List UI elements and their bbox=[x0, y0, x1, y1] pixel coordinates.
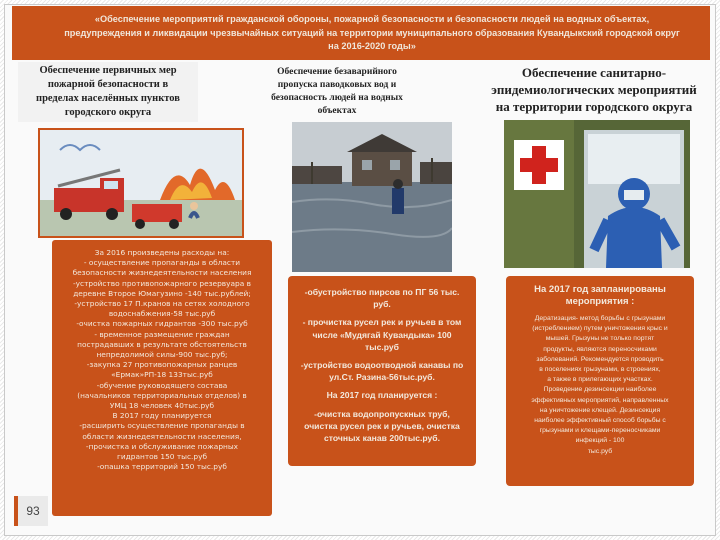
text-line: Проведение дезинсекции наиболее bbox=[543, 386, 657, 394]
page-number: 93 bbox=[14, 496, 48, 526]
title-line: пропуска паводковых вод и bbox=[277, 80, 397, 90]
text-line: На 2017 год запланированы bbox=[534, 284, 666, 295]
text-line: -устройство 17 П.кранов на сетях холодного bbox=[74, 299, 250, 309]
title-line: безопасность людей на водных bbox=[271, 93, 403, 103]
text-line: За 2016 произведены расходы на: bbox=[94, 248, 230, 257]
text-line: области жизнедеятельности населения, bbox=[82, 431, 242, 441]
text-line: гидрантов 150 тыс.руб bbox=[116, 452, 207, 462]
medical-photo bbox=[504, 120, 690, 268]
text-line: на уничтожение клещей. Дезинсекция bbox=[539, 406, 661, 414]
fire-safety-title bbox=[18, 62, 198, 122]
title-line: Обеспечение безаварийного bbox=[277, 67, 397, 77]
text-line: В 2017 году планируется bbox=[112, 411, 212, 421]
text-line: -устройство противопожарного резервуара в bbox=[73, 278, 251, 288]
title-line: Обеспечение санитарно- bbox=[521, 65, 667, 80]
text-line: УМЦ 18 человек 40тыс.руб bbox=[109, 401, 215, 411]
fire-expenses-text bbox=[56, 248, 268, 472]
text-line: грызунами и клещами-переносчиками bbox=[539, 427, 661, 435]
header-title bbox=[52, 13, 692, 54]
title-line: Обеспечение первичных мер bbox=[39, 65, 177, 76]
text-line: -прочистка и обслуживание пожарных bbox=[85, 441, 239, 451]
header-title-line: на 2016-2020 годы» bbox=[328, 41, 416, 51]
title-line: городского округа bbox=[64, 107, 152, 118]
text-line: руб. bbox=[373, 299, 391, 310]
water-safety-title bbox=[262, 66, 412, 118]
text-line: -обучение руководящего состава bbox=[96, 380, 228, 390]
text-line: продукты, являются переносчиками bbox=[543, 345, 657, 353]
text-line: (начальников территориальных отделов) в bbox=[77, 390, 247, 400]
title-line: на территории городского округа bbox=[495, 99, 693, 114]
title-line: пожарной безопасности в bbox=[47, 79, 169, 90]
text-line: -закупка 27 противопожарных ранцев bbox=[86, 360, 238, 370]
text-line: тыс.руб bbox=[365, 341, 399, 352]
text-line: а также в прилегающих участках. bbox=[547, 376, 653, 384]
header-banner bbox=[12, 6, 710, 60]
fire-drawing-image bbox=[38, 128, 244, 238]
text-line: -очистка пожарных гидрантов -300 тыс.руб bbox=[76, 319, 248, 329]
text-line: инфекций - 100 bbox=[575, 437, 625, 445]
text-line: Дератизация- метод борьбы с грызунами bbox=[534, 315, 666, 322]
text-line: -устройство водоотводной канавы по bbox=[300, 360, 464, 371]
text-line: «Ермак»РП-18 133тыс.руб bbox=[111, 370, 213, 380]
fire-expenses-panel bbox=[52, 240, 272, 516]
text-line: очистка русел рек и ручьев, очистка bbox=[304, 420, 460, 431]
text-line: пострадавших в результате обстоятельств bbox=[77, 339, 247, 349]
text-line: -очистка водопропускных труб, bbox=[314, 408, 450, 419]
text-line: числе «Мудягай Кувандыка» 100 bbox=[312, 329, 452, 340]
sanitary-measures-text bbox=[512, 284, 688, 457]
text-line: водоснабжения-58 тыс.руб bbox=[108, 309, 216, 319]
text-line: заболеваний. Рекомендуется проводить bbox=[536, 355, 664, 363]
title-line: пределах населённых пунктов bbox=[36, 93, 180, 104]
text-line: (истреблением) путем уничтожения крыс и bbox=[532, 325, 668, 333]
header-title-line: предупреждения и ликвидации чрезвычайных ситуаций на территории муниципального образования Кувандыкский городской округ bbox=[64, 27, 680, 38]
text-line: эффективных мероприятий, направленных bbox=[531, 396, 669, 404]
header-title-line: «Обеспечение мероприятий гражданской обороны, пожарной безопасности и безопасности людей на водных объектах, bbox=[94, 14, 650, 24]
text-line: -опашка территорий 150 тыс.руб bbox=[97, 462, 227, 472]
text-line: ул.Ст. Разина-56тыс.руб. bbox=[329, 372, 435, 383]
flood-photo bbox=[292, 122, 452, 272]
text-line: На 2017 год планируется : bbox=[326, 390, 438, 401]
text-line: в поселениях грызунами, в строениях, bbox=[539, 366, 661, 374]
text-line: -расширить осуществление пропаганды в bbox=[79, 421, 245, 431]
title-line: объектах bbox=[317, 106, 357, 116]
text-line: - временное размещение граждан bbox=[94, 329, 230, 339]
text-line: тыс.руб bbox=[587, 447, 613, 455]
water-expenses-text bbox=[294, 286, 470, 444]
text-line: деревне Второе Юмагузино -140 тыс.рублей; bbox=[73, 288, 251, 298]
text-line: мышей. Грызуны не только портят bbox=[545, 335, 655, 343]
sanitary-heading bbox=[512, 284, 688, 308]
sanitary-title bbox=[478, 64, 710, 115]
text-line: мероприятия : bbox=[565, 296, 635, 307]
sanitary-measures-panel bbox=[506, 276, 694, 486]
text-line: сточных канав 200тыс.руб. bbox=[324, 433, 440, 444]
text-line: - прочистка русел рек и ручьев в том bbox=[302, 317, 462, 328]
text-line: непредолимой силы-900 тыс.руб; bbox=[96, 350, 228, 360]
text-line: наиболее эффективный способ борьбы с bbox=[534, 417, 666, 425]
water-expenses-panel bbox=[288, 276, 476, 466]
title-line: эпидемиологических мероприятий bbox=[491, 82, 697, 97]
text-line: безопасности жизнедеятельности населения bbox=[72, 268, 252, 278]
text-line: -обустройство пирсов по ПГ 56 тыс. bbox=[304, 287, 460, 297]
text-line: - осуществление пропаганды в области bbox=[83, 258, 241, 268]
